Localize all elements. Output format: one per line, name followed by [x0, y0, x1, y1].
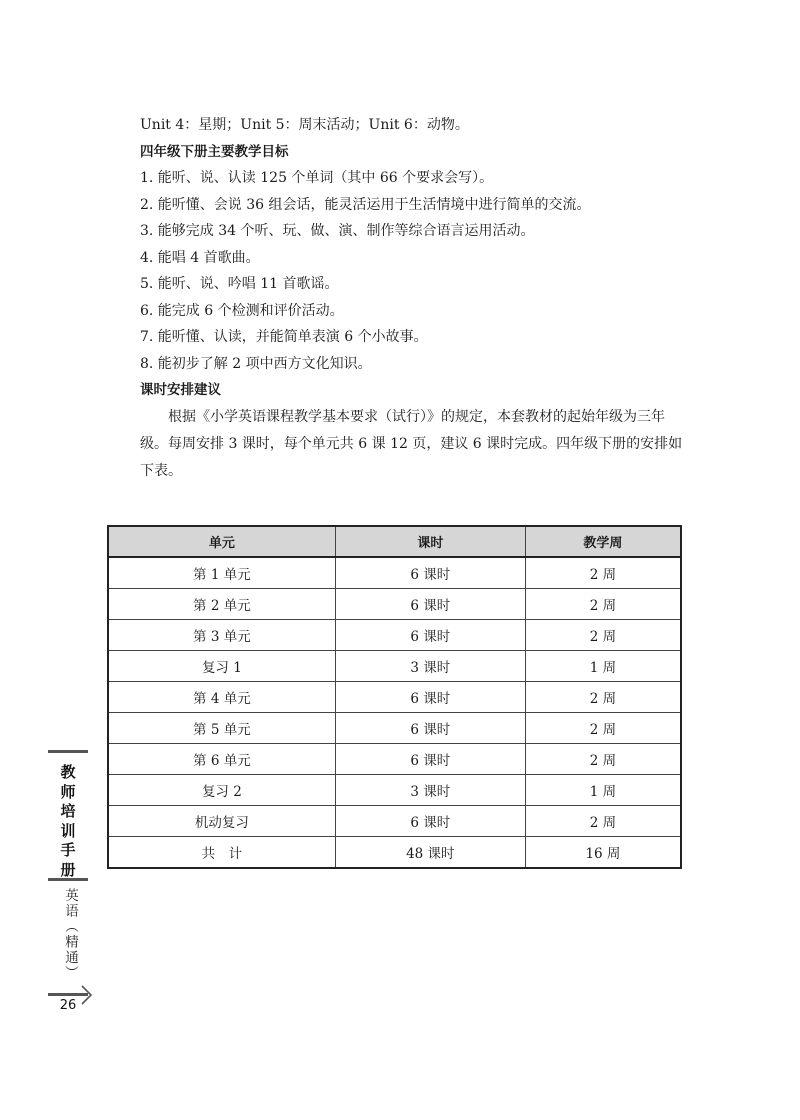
goals-list: [140, 165, 685, 377]
goal-item: 2. 能听懂、会说 36 组会话，能灵活运用于生活情境中进行简单的交流。: [140, 196, 591, 213]
cell-hours: 6 课时: [335, 620, 525, 651]
cell-unit: 共 计: [108, 837, 335, 869]
table-header-row: [108, 526, 681, 557]
cell-weeks: 2 周: [525, 589, 681, 620]
cell-weeks: 2 周: [525, 620, 681, 651]
cell-hours: 6 课时: [335, 744, 525, 775]
cell-weeks: 16 周: [525, 837, 681, 869]
cell-weeks: 2 周: [525, 682, 681, 713]
sidebar-top-rule: [48, 750, 88, 753]
intro-line: Unit 4：星期；Unit 5：周末活动；Unit 6：动物。: [140, 117, 469, 133]
cell-weeks: 1 周: [525, 651, 681, 682]
cell-unit: 第 6 单元: [108, 744, 335, 775]
cell-hours: 6 课时: [335, 557, 525, 589]
goal-item: 5. 能听、说、吟唱 11 首歌谣。: [140, 276, 339, 292]
main-content: [140, 112, 685, 404]
goal-item: 4. 能唱 4 首歌曲。: [140, 249, 260, 266]
table-row: [108, 806, 681, 837]
table-row: [108, 557, 681, 589]
cell-hours: 3 课时: [335, 651, 525, 682]
sidebar-subtitle: 英语（精通）: [62, 888, 78, 981]
cell-unit: 第 5 单元: [108, 713, 335, 744]
cell-weeks: 2 周: [525, 557, 681, 589]
cell-unit: 第 3 单元: [108, 620, 335, 651]
page-number: 26: [59, 998, 77, 1013]
cell-unit: 第 1 单元: [108, 557, 335, 589]
sidebar-title: 教师培训手册: [60, 763, 76, 879]
table-row: [108, 589, 681, 620]
cell-weeks: 2 周: [525, 744, 681, 775]
sidebar-mid-rule: [48, 878, 88, 881]
cell-unit: 机动复习: [108, 806, 335, 837]
cell-hours: 48 课时: [335, 837, 525, 869]
col-header-weeks: 教学周: [525, 526, 681, 557]
cell-hours: 3 课时: [335, 775, 525, 806]
goal-item: 3. 能够完成 34 个听、玩、做、演、制作等综合语言运用活动。: [140, 223, 535, 239]
goal-item: 7. 能听懂、认读，并能简单表演 6 个小故事。: [140, 329, 428, 345]
paragraph-text: 根据《小学英语课程教学基本要求（试行）》的规定，本套教材的起始年级为三年级。每周安排 3 课时，每个单元共 6 课 12 页，建议 6 课时完成。四年级下册的安排如下表。: [140, 409, 683, 479]
goals-heading: 四年级下册主要教学目标: [140, 143, 289, 160]
schedule-table: [107, 525, 682, 869]
table-row: [108, 651, 681, 682]
cell-unit: 复习 2: [108, 775, 335, 806]
table-row: [108, 620, 681, 651]
cell-weeks: 2 周: [525, 713, 681, 744]
cell-unit: 第 4 单元: [108, 682, 335, 713]
cell-weeks: 1 周: [525, 775, 681, 806]
cell-hours: 6 课时: [335, 806, 525, 837]
cell-unit: 第 2 单元: [108, 589, 335, 620]
cell-hours: 6 课时: [335, 589, 525, 620]
cell-weeks: 2 周: [525, 806, 681, 837]
table-row: [108, 837, 681, 869]
schedule-paragraph: [140, 404, 685, 485]
goal-item: 6. 能完成 6 个检测和评价活动。: [140, 302, 344, 319]
table-row: [108, 713, 681, 744]
cell-hours: 6 课时: [335, 713, 525, 744]
cell-unit: 复习 1: [108, 651, 335, 682]
cell-hours: 6 课时: [335, 682, 525, 713]
table-row: [108, 744, 681, 775]
table-row: [108, 682, 681, 713]
col-header-unit: 单元: [108, 526, 335, 557]
goal-item: 1. 能听、说、认读 125 个单词（其中 66 个要求会写）。: [140, 170, 494, 186]
col-header-hours: 课时: [335, 526, 525, 557]
goal-item: 8. 能初步了解 2 项中西方文化知识。: [140, 355, 372, 372]
table-row: [108, 775, 681, 806]
schedule-heading: 课时安排建议: [140, 382, 221, 398]
